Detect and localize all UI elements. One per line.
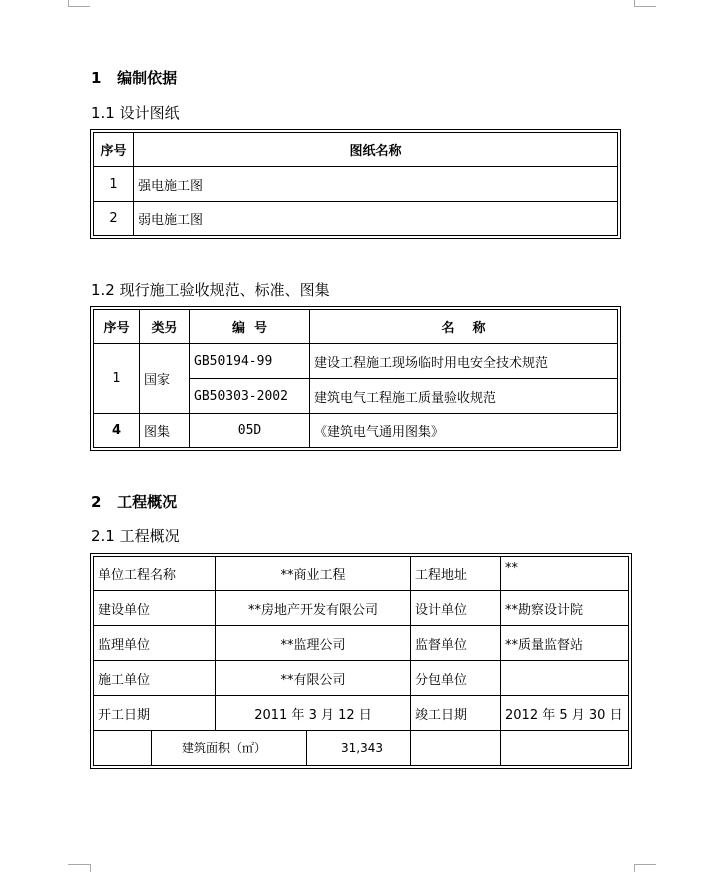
table-cell: GB50194-99 (190, 344, 310, 379)
area-value: 31,343 (341, 740, 383, 755)
crop-mark-top-left-h (68, 6, 90, 7)
table-cell: **商业工程 (216, 557, 411, 591)
table-cell: ** (501, 557, 629, 591)
table-row (94, 202, 618, 236)
table-cell: 分包单位 (411, 661, 501, 696)
subsection-heading-1-2: 1.2 现行施工验收规范、标准、图集 (91, 281, 330, 299)
table-row (94, 591, 629, 626)
table-row (94, 167, 618, 202)
table-cell: 建设工程施工现场临时用电安全技术规范 (310, 344, 618, 379)
table-cell: 2012 年 5 月 30 日 (501, 696, 629, 731)
table-cell: 建设单位 (94, 591, 216, 626)
table-cell: **质量监督站 (501, 626, 629, 661)
table-cell: 4 (94, 414, 140, 448)
crop-mark-bottom-right (634, 864, 656, 865)
crop-mark-bottom-right-v (634, 864, 635, 872)
header-cell: 序号 (94, 133, 134, 167)
table-cell: 竣工日期 (411, 696, 501, 731)
table-cell: 1 (94, 344, 140, 414)
table-cell: 国家 (140, 344, 190, 414)
section-heading-2: 2 工程概况 (91, 493, 178, 511)
subsection-heading-1-1: 1.1 设计图纸 (91, 104, 180, 122)
table-cell (94, 731, 152, 766)
table-cell: 开工日期 (94, 696, 216, 731)
table-row (94, 414, 618, 448)
table-cell: **监理公司 (216, 626, 411, 661)
table-cell: 2 (94, 202, 134, 236)
table-cell: **勘察设计院 (501, 591, 629, 626)
table-row (94, 344, 618, 379)
section-heading-1: 1 编制依据 (91, 69, 178, 87)
table-cell (501, 731, 629, 766)
table-cell (501, 661, 629, 696)
table-row (94, 696, 629, 731)
table-row (94, 661, 629, 696)
table-cell: 单位工程名称 (94, 557, 216, 591)
header-cell: 类另 (140, 310, 190, 344)
table-cell: 《建筑电气通用图集》 (310, 414, 618, 448)
table-cell: 监督单位 (411, 626, 501, 661)
table-cell (411, 731, 501, 766)
table-cell: 监理单位 (94, 626, 216, 661)
table-cell: 建筑电气工程施工质量验收规范 (310, 379, 618, 414)
table-row (94, 557, 629, 591)
table-cell: 设计单位 (411, 591, 501, 626)
subsection-heading-2-1: 2.1 工程概况 (91, 527, 180, 545)
table-cell: 2011 年 3 月 12 日 (216, 696, 411, 731)
standards-table (93, 309, 618, 448)
table-cell: 工程地址 (411, 557, 501, 591)
area-label: 建筑面积（㎡） (182, 740, 267, 755)
design-drawings-table (93, 132, 618, 236)
header-cell: 图纸名称 (134, 133, 618, 167)
table-row (94, 731, 629, 766)
table-cell: 强电施工图 (134, 167, 618, 202)
header-cell: 名 称 (310, 310, 618, 344)
table-header-row (94, 310, 618, 344)
table-cell: **房地产开发有限公司 (216, 591, 411, 626)
crop-mark-top-right-h (634, 6, 656, 7)
table-cell: 图集 (140, 414, 190, 448)
project-overview-table (93, 556, 629, 766)
header-cell: 编 号 (190, 310, 310, 344)
crop-mark-bottom-left-v (90, 864, 91, 872)
table-cell: 弱电施工图 (134, 202, 618, 236)
table-cell (152, 731, 411, 766)
table-cell: 05D (190, 414, 310, 448)
table-cell: 1 (94, 167, 134, 202)
table-row (94, 626, 629, 661)
table-cell: GB50303-2002 (190, 379, 310, 414)
table-cell: **有限公司 (216, 661, 411, 696)
crop-mark-bottom-left (68, 864, 90, 865)
header-cell: 序号 (94, 310, 140, 344)
table-cell: 施工单位 (94, 661, 216, 696)
table-header-row (94, 133, 618, 167)
